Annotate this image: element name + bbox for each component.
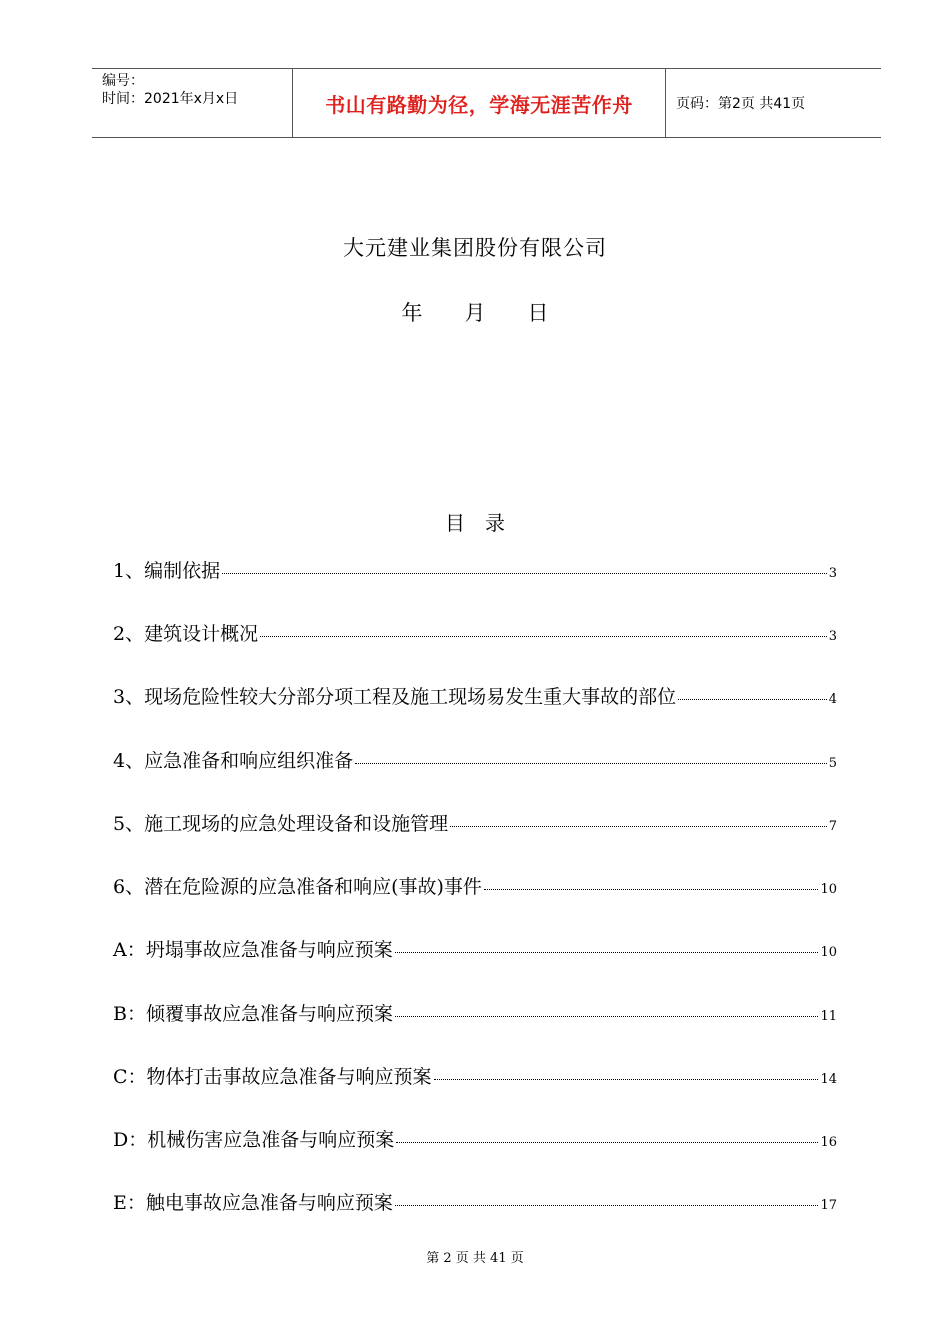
date-line: 年 月 日 [401,301,549,325]
header-page-cell [666,69,881,137]
toc-leader-dots [396,1142,818,1143]
toc-item-page: 7 [828,819,837,834]
motto-text: 书山有路勤为径，学海无涯苦作舟 [325,92,633,117]
toc-item[interactable] [113,556,837,586]
toc-item[interactable] [113,999,837,1029]
toc-item-page: 3 [828,629,837,644]
toc-item-page: 10 [820,945,837,960]
toc-leader-dots [355,763,827,764]
code-label: 编号： [102,73,144,89]
toc-leader-dots [395,952,819,953]
toc-item-label: 2、建筑设计概况 [113,623,259,645]
toc-item[interactable] [113,809,837,839]
toc-leader-dots [395,1205,819,1206]
header-meta-cell [92,69,293,137]
toc-leader-dots [450,826,827,827]
toc-leader-dots [222,573,827,574]
page-code: 页码：第2页 共41页 [676,96,806,112]
toc-item-label: A：坍塌事故应急准备与响应预案 [113,939,393,961]
toc-item[interactable] [113,682,837,712]
toc-item-label: 6、潜在危险源的应急准备和响应(事故)事件 [113,876,482,898]
toc-item-label: 1、编制依据 [113,560,221,582]
toc-item-page: 17 [820,1198,837,1213]
time-label: 时间：2021年x月x日 [102,91,239,107]
toc-leader-dots [395,1016,818,1017]
toc-item-page: 14 [820,1072,837,1087]
toc-item-label: D：机械伤害应急准备与响应预案 [113,1129,395,1151]
header-motto-cell [293,69,666,137]
toc-item-label: 5、施工现场的应急处理设备和设施管理 [113,813,449,835]
toc-item-label: B：倾覆事故应急准备与响应预案 [113,1003,393,1025]
toc-title: 目 录 [445,511,505,535]
toc-leader-dots [260,636,827,637]
toc-item[interactable] [113,1125,837,1155]
toc-item-page: 5 [828,756,837,771]
company-name: 大元建业集团股份有限公司 [343,236,607,260]
toc-item[interactable] [113,872,837,902]
toc-item[interactable] [113,1188,837,1218]
toc-item-label: C：物体打击事故应急准备与响应预案 [113,1066,432,1088]
toc-item[interactable] [113,746,837,776]
toc-leader-dots [434,1079,819,1080]
toc-item[interactable] [113,619,837,649]
page-footer: 第 2 页 共 41 页 [426,1251,524,1266]
toc-item-page: 16 [820,1135,837,1150]
toc-item-page: 10 [820,882,837,897]
toc-item[interactable] [113,1062,837,1092]
toc-item-label: E：触电事故应急准备与响应预案 [113,1192,393,1214]
toc-item-label: 3、现场危险性较大分部分项工程及施工现场易发生重大事故的部位 [113,686,677,708]
toc-item-label: 4、应急准备和响应组织准备 [113,750,354,772]
toc-leader-dots [484,889,819,890]
toc-item-page: 3 [828,566,837,581]
toc-item[interactable] [113,935,837,965]
document-header [92,68,881,138]
toc-item-page: 4 [828,692,837,707]
toc-leader-dots [678,699,827,700]
toc-item-page: 11 [820,1009,837,1024]
